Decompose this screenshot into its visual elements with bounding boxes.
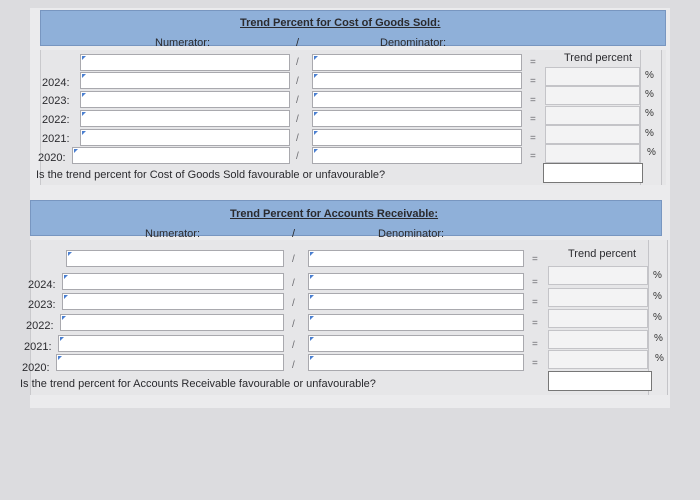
ar-equals: = bbox=[532, 277, 538, 288]
ar-denominator-input-2024[interactable] bbox=[308, 273, 524, 290]
cogs-slash: / bbox=[296, 114, 299, 125]
ar-question: Is the trend percent for Accounts Receivable favourable or unfavourable? bbox=[20, 378, 376, 390]
cogs-denominator-input-2024[interactable] bbox=[312, 72, 522, 89]
cogs-question: Is the trend percent for Cost of Goods Sold favourable or unfavourable? bbox=[36, 169, 386, 181]
cogs-denominator-input-2020[interactable] bbox=[312, 147, 522, 164]
cogs-slash: / bbox=[296, 76, 299, 87]
cogs-numerator-header-input[interactable] bbox=[80, 54, 290, 71]
cogs-year-label: 2020: bbox=[38, 152, 66, 164]
ar-trend-input-2023[interactable] bbox=[548, 288, 648, 307]
cogs-favourability-answer[interactable] bbox=[543, 163, 643, 183]
cogs-numerator-input-2021[interactable] bbox=[80, 129, 290, 146]
cogs-equals: = bbox=[530, 151, 536, 162]
ar-year-label: 2023: bbox=[28, 299, 56, 311]
cogs-trend-input-2021[interactable] bbox=[545, 125, 640, 144]
ar-trend-input-2024[interactable] bbox=[548, 266, 648, 285]
ar-year-label: 2021: bbox=[24, 341, 52, 353]
ar-year-label: 2022: bbox=[26, 320, 54, 332]
ar-percent-sign: % bbox=[654, 333, 663, 344]
ar-equals: = bbox=[532, 254, 538, 265]
cogs-equals: = bbox=[530, 57, 536, 68]
ar-numerator-input-2022[interactable] bbox=[60, 314, 284, 331]
cogs-denominator-input-2021[interactable] bbox=[312, 129, 522, 146]
cogs-numerator-input-2024[interactable] bbox=[80, 72, 290, 89]
cogs-slash: / bbox=[296, 95, 299, 106]
ar-denominator-input-2023[interactable] bbox=[308, 293, 524, 310]
ar-denominator-label: Denominator: bbox=[378, 228, 445, 240]
cogs-percent-sign: % bbox=[647, 147, 656, 158]
ar-percent-sign: % bbox=[653, 291, 662, 302]
ar-favourability-answer[interactable] bbox=[548, 371, 652, 391]
cogs-header-slash: / bbox=[296, 37, 300, 49]
ar-year-label: 2020: bbox=[22, 362, 50, 374]
ar-equals: = bbox=[532, 318, 538, 329]
cogs-percent-sign: % bbox=[645, 108, 654, 119]
ar-denominator-input-2021[interactable] bbox=[308, 335, 524, 352]
cogs-year-label: 2021: bbox=[42, 133, 70, 145]
cogs-trend-input-2020[interactable] bbox=[545, 144, 640, 163]
cogs-denominator-label: Denominator: bbox=[380, 37, 447, 49]
ar-percent-sign: % bbox=[655, 353, 664, 364]
cogs-equals: = bbox=[530, 114, 536, 125]
cogs-percent-sign: % bbox=[645, 89, 654, 100]
ar-percent-sign: % bbox=[653, 270, 662, 281]
ar-trend-input-2020[interactable] bbox=[548, 350, 648, 369]
ar-slash: / bbox=[292, 340, 295, 351]
ar-slash: / bbox=[292, 319, 295, 330]
ar-year-label: 2024: bbox=[28, 279, 56, 291]
ar-numerator-label: Numerator: bbox=[145, 228, 201, 240]
cogs-numerator-label: Numerator: bbox=[155, 37, 211, 49]
cogs-numerator-input-2020[interactable] bbox=[72, 147, 290, 164]
ar-denominator-input-2022[interactable] bbox=[308, 314, 524, 331]
cogs-equals: = bbox=[530, 76, 536, 87]
ar-equals: = bbox=[532, 358, 538, 369]
ar-numerator-input-2023[interactable] bbox=[62, 293, 284, 310]
ar-header-slash: / bbox=[292, 228, 296, 240]
ar-numerator-input-2024[interactable] bbox=[62, 273, 284, 290]
cogs-numerator-input-2022[interactable] bbox=[80, 110, 290, 127]
cogs-equals: = bbox=[530, 95, 536, 106]
cogs-slash: / bbox=[296, 151, 299, 162]
cogs-percent-sign: % bbox=[645, 128, 654, 139]
ar-denominator-header-input[interactable] bbox=[308, 250, 524, 267]
ar-percent-sign: % bbox=[653, 312, 662, 323]
cogs-numerator-input-2023[interactable] bbox=[80, 91, 290, 108]
cogs-denominator-input-2023[interactable] bbox=[312, 91, 522, 108]
cogs-year-label: 2022: bbox=[42, 114, 70, 126]
cogs-year-label: 2024: bbox=[42, 77, 70, 89]
ar-trend-input-2022[interactable] bbox=[548, 309, 648, 328]
ar-trend-input-2021[interactable] bbox=[548, 330, 648, 349]
ar-slash: / bbox=[292, 298, 295, 309]
cogs-denominator-input-2022[interactable] bbox=[312, 110, 522, 127]
cogs-trend-input-2023[interactable] bbox=[545, 86, 640, 105]
ar-slash: / bbox=[292, 254, 295, 265]
ar-slash: / bbox=[292, 360, 295, 371]
ar-title: Trend Percent for Accounts Receivable: bbox=[230, 208, 439, 220]
cogs-percent-sign: % bbox=[645, 70, 654, 81]
ar-equals: = bbox=[532, 339, 538, 350]
cogs-slash: / bbox=[296, 57, 299, 68]
cogs-denominator-header-input[interactable] bbox=[312, 54, 522, 71]
cogs-year-label: 2023: bbox=[42, 95, 70, 107]
ar-numerator-header-input[interactable] bbox=[66, 250, 284, 267]
cogs-trend-percent-header: Trend percent bbox=[564, 52, 633, 64]
ar-denominator-input-2020[interactable] bbox=[308, 354, 524, 371]
cogs-equals: = bbox=[530, 133, 536, 144]
ar-equals: = bbox=[532, 297, 538, 308]
ar-trend-percent-header: Trend percent bbox=[568, 248, 637, 260]
ar-numerator-input-2021[interactable] bbox=[58, 335, 284, 352]
ar-numerator-input-2020[interactable] bbox=[56, 354, 284, 371]
cogs-slash: / bbox=[296, 133, 299, 144]
ar-slash: / bbox=[292, 278, 295, 289]
cogs-trend-input-2022[interactable] bbox=[545, 106, 640, 125]
cogs-trend-input-2024[interactable] bbox=[545, 67, 640, 86]
cogs-title: Trend Percent for Cost of Goods Sold: bbox=[240, 17, 441, 29]
